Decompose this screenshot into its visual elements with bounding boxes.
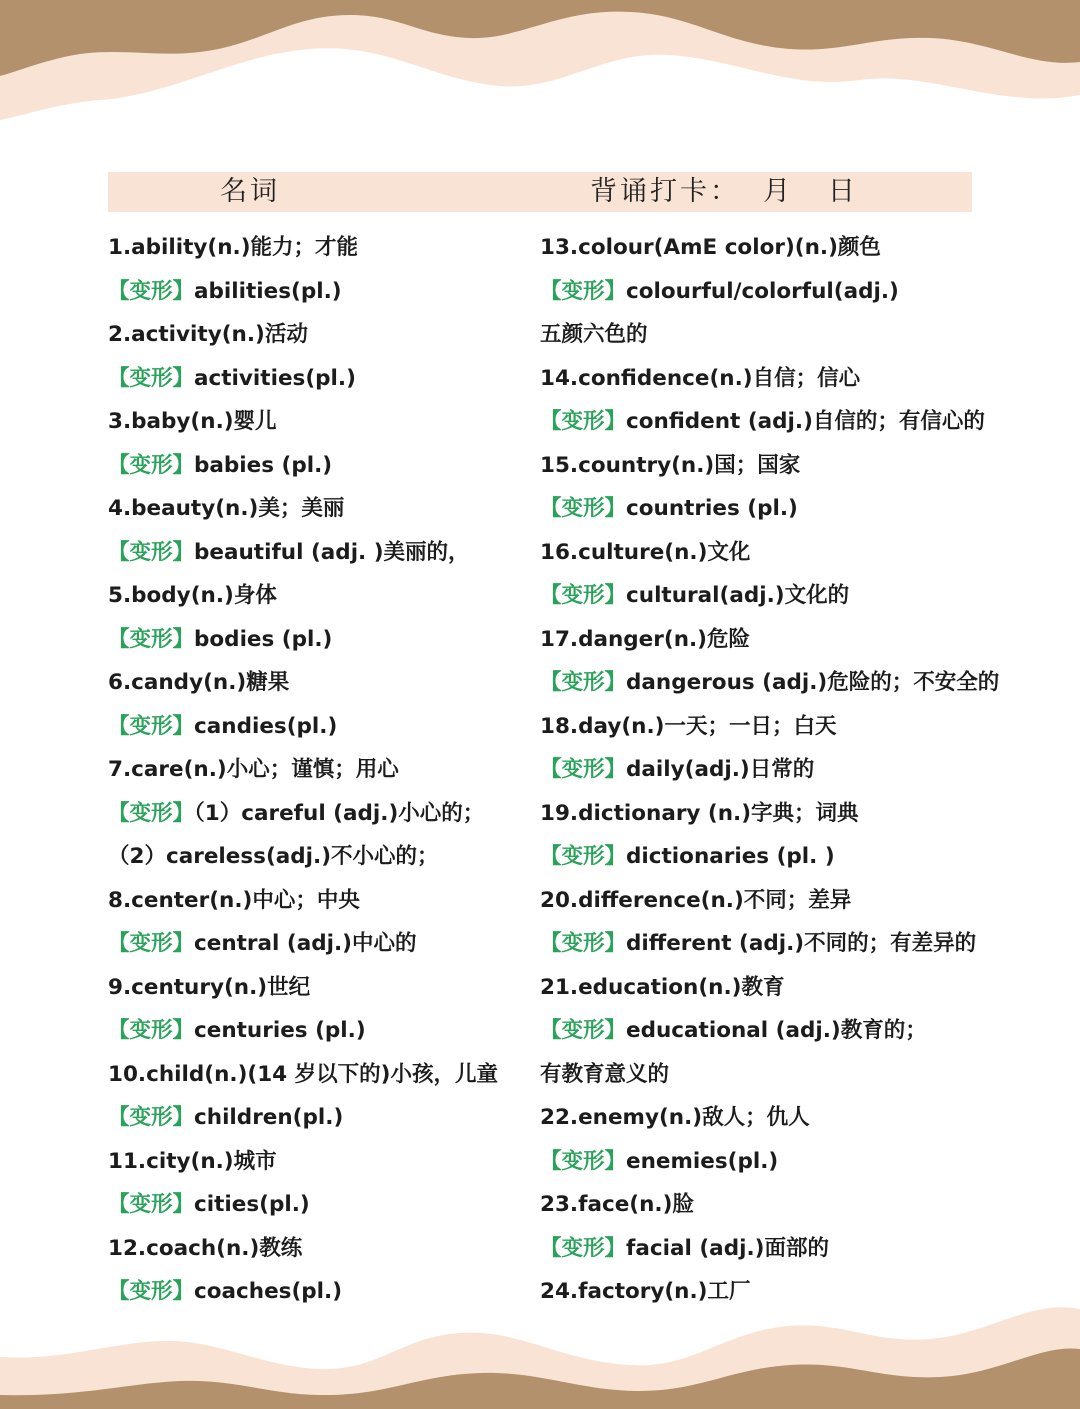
variant-tag: 【变形】 <box>108 365 195 391</box>
vocab-text: bodies (pl.) <box>194 626 333 652</box>
vocab-line <box>540 226 1020 270</box>
vocab-text: countries (pl.) <box>626 496 798 521</box>
vocab-line <box>108 661 528 705</box>
vocab-text: 18.day(n.)一天；一日；白天 <box>540 713 837 739</box>
vocab-line <box>108 748 528 792</box>
vocab-line <box>108 835 528 879</box>
variant-tag: 【变形】 <box>108 1018 195 1043</box>
vocab-text: 24.factory(n.)工厂 <box>540 1279 751 1304</box>
vocab-text: 16.culture(n.)文化 <box>540 539 751 565</box>
variant-tag: 【变形】 <box>108 452 195 478</box>
section-title: 名词 <box>220 176 280 207</box>
recitation-checkin-label: 背诵打卡： 月 日 <box>590 176 858 207</box>
vocab-text: centuries (pl.) <box>194 1018 366 1043</box>
vocab-text: 10.child(n.)(14 岁以下的)小孩，儿童 <box>108 1061 498 1087</box>
vocab-text: confident (adj.)自信的；有信心的 <box>626 409 985 434</box>
vocab-text: 19.dictionary (n.)字典；词典 <box>540 800 859 826</box>
vocab-text: 14.confidence(n.)自信；信心 <box>540 365 861 391</box>
vocab-column-left <box>108 226 528 1314</box>
top-wave-decoration <box>0 0 1080 150</box>
vocab-line <box>540 357 1020 401</box>
vocab-text: 9.century(n.)世纪 <box>108 974 311 1000</box>
vocab-line <box>540 705 1020 749</box>
vocab-line <box>108 966 528 1010</box>
vocab-line <box>540 1183 1020 1227</box>
vocab-line <box>540 313 1020 357</box>
variant-tag: 【变形】 <box>540 670 627 695</box>
vocab-line <box>108 574 528 618</box>
vocab-text: 12.coach(n.)教练 <box>108 1235 303 1261</box>
vocab-line <box>108 879 528 923</box>
vocab-text: enemies(pl.) <box>626 1148 779 1174</box>
variant-tag: 【变形】 <box>108 1279 195 1304</box>
vocab-column-right <box>540 226 1020 1314</box>
vocab-line <box>540 574 1020 618</box>
vocab-line <box>108 618 528 662</box>
vocab-line <box>108 357 528 401</box>
variant-tag: 【变形】 <box>108 713 195 739</box>
vocab-text: 13.colour(AmE color)(n.)颜色 <box>540 235 881 260</box>
vocab-line <box>108 1140 528 1184</box>
vocab-line <box>108 1053 528 1097</box>
vocab-line <box>540 748 1020 792</box>
vocab-text: activities(pl.) <box>194 365 356 391</box>
vocab-line <box>540 487 1020 531</box>
vocab-line <box>108 226 528 270</box>
header-bar <box>108 172 972 212</box>
vocab-line <box>108 531 528 575</box>
variant-tag: 【变形】 <box>540 1148 627 1174</box>
vocab-text: central (adj.)中心的 <box>194 931 417 956</box>
vocab-text: 3.baby(n.)婴儿 <box>108 409 277 434</box>
vocab-line <box>108 487 528 531</box>
vocab-line <box>540 966 1020 1010</box>
vocab-line <box>108 400 528 444</box>
vocab-text: cities(pl.) <box>194 1192 310 1217</box>
variant-tag: 【变形】 <box>540 1235 627 1261</box>
vocab-line <box>540 879 1020 923</box>
vocab-line <box>108 792 528 836</box>
vocab-text: coaches(pl.) <box>194 1279 343 1304</box>
vocab-text: 20.difference(n.)不同；差异 <box>540 887 852 913</box>
vocab-text: babies (pl.) <box>194 452 333 478</box>
vocab-text: 8.center(n.)中心；中央 <box>108 887 360 913</box>
vocab-line <box>540 618 1020 662</box>
vocab-text: 2.activity(n.)活动 <box>108 322 308 347</box>
vocab-line <box>540 1096 1020 1140</box>
vocab-line <box>540 835 1020 879</box>
variant-tag: 【变形】 <box>108 1105 195 1130</box>
variant-tag: 【变形】 <box>108 800 195 826</box>
vocab-text: daily(adj.)日常的 <box>626 757 815 782</box>
variant-tag: 【变形】 <box>108 626 195 652</box>
vocab-line <box>540 1227 1020 1271</box>
vocab-line <box>540 1140 1020 1184</box>
variant-tag: 【变形】 <box>540 844 627 869</box>
vocab-text: 有教育意义的 <box>540 1061 670 1087</box>
vocab-text: 11.city(n.)城市 <box>108 1148 277 1174</box>
vocab-text: facial (adj.)面部的 <box>626 1235 829 1261</box>
vocab-line <box>108 444 528 488</box>
vocab-text: dictionaries (pl. ) <box>626 844 835 869</box>
vocab-line <box>108 705 528 749</box>
variant-tag: 【变形】 <box>540 278 627 304</box>
bottom-wave-decoration <box>0 1299 1080 1409</box>
variant-tag: 【变形】 <box>540 931 627 956</box>
vocab-text: beautiful (adj. )美丽的， <box>194 539 470 565</box>
vocab-text: candies(pl.) <box>194 713 338 739</box>
vocab-text: 22.enemy(n.)敌人；仇人 <box>540 1105 810 1130</box>
vocab-line <box>108 922 528 966</box>
vocab-text: 17.danger(n.)危险 <box>540 626 750 652</box>
vocab-text: educational (adj.)教育的； <box>626 1018 927 1043</box>
variant-tag: 【变形】 <box>540 583 627 608</box>
vocab-text: 5.body(n.)身体 <box>108 583 277 608</box>
vocab-line <box>540 1009 1020 1053</box>
vocab-text: 4.beauty(n.)美；美丽 <box>108 496 345 521</box>
variant-tag: 【变形】 <box>108 931 195 956</box>
vocab-line <box>540 531 1020 575</box>
vocab-text: 15.country(n.)国；国家 <box>540 452 801 478</box>
vocab-text: dangerous (adj.)危险的；不安全的 <box>626 670 1000 695</box>
vocab-line <box>108 1227 528 1271</box>
vocab-text: children(pl.) <box>194 1105 344 1130</box>
vocab-text: 6.candy(n.)糖果 <box>108 670 290 695</box>
variant-tag: 【变形】 <box>540 1018 627 1043</box>
variant-tag: 【变形】 <box>540 757 627 782</box>
vocab-text: 21.education(n.)教育 <box>540 974 785 1000</box>
variant-tag: 【变形】 <box>108 278 195 304</box>
vocab-line <box>108 1009 528 1053</box>
vocab-text: 五颜六色的 <box>540 322 648 347</box>
variant-tag: 【变形】 <box>540 496 627 521</box>
vocab-text: cultural(adj.)文化的 <box>626 583 850 608</box>
vocab-text: 23.face(n.)脸 <box>540 1192 694 1217</box>
variant-tag: 【变形】 <box>108 1192 195 1217</box>
vocab-line <box>108 1096 528 1140</box>
vocab-text: 7.care(n.)小心；谨慎；用心 <box>108 757 399 782</box>
vocab-line <box>108 270 528 314</box>
vocab-line <box>540 270 1020 314</box>
vocab-line <box>540 922 1020 966</box>
vocab-text: colourful/colorful(adj.) <box>626 278 899 304</box>
vocab-line <box>540 444 1020 488</box>
vocab-line <box>108 313 528 357</box>
vocab-text: 1.ability(n.)能力；才能 <box>108 235 359 260</box>
vocab-line <box>540 1053 1020 1097</box>
vocab-line <box>108 1183 528 1227</box>
vocab-text: （2）careless(adj.)不小心的； <box>108 844 439 869</box>
variant-tag: 【变形】 <box>540 409 627 434</box>
vocab-line <box>540 400 1020 444</box>
vocab-line <box>540 792 1020 836</box>
vocab-text: different (adj.)不同的；有差异的 <box>626 931 977 956</box>
vocab-line <box>540 661 1020 705</box>
variant-tag: 【变形】 <box>108 539 195 565</box>
vocab-text: （1）careful (adj.)小心的； <box>194 800 485 826</box>
vocab-text: abilities(pl.) <box>194 278 342 304</box>
